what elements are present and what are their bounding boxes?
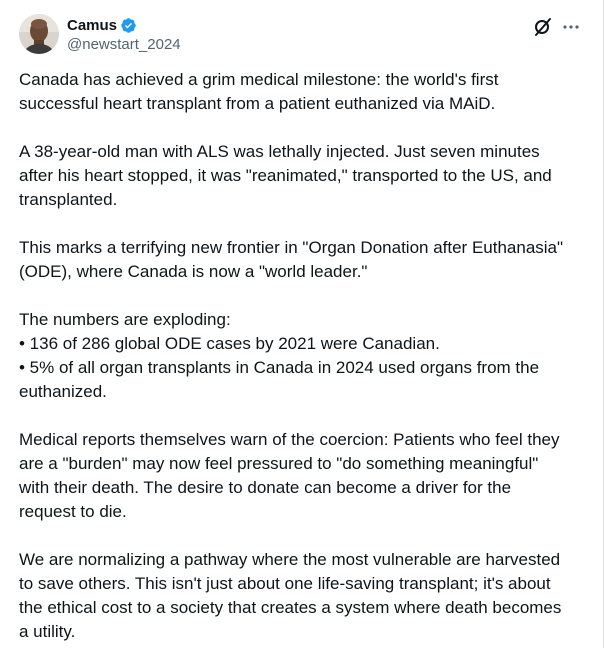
verified-badge-icon <box>120 17 137 34</box>
grok-icon[interactable] <box>533 17 553 37</box>
display-name-row <box>67 15 181 35</box>
text-line: Medical reports themselves warn of the coercion: Patients who feel they <box>19 430 560 449</box>
display-name[interactable]: Camus <box>67 16 118 34</box>
paragraph-5 <box>19 428 589 524</box>
text-line: transplanted. <box>19 190 118 209</box>
paragraph-1 <box>19 68 589 116</box>
text-line: after his heart stopped, it was "reanimated," transported to the US, and <box>19 166 552 185</box>
text-line: successful heart transplant from a patient euthanized via MAiD. <box>19 94 496 113</box>
avatar[interactable] <box>19 14 59 54</box>
paragraph-2 <box>19 140 589 212</box>
text-line: We are normalizing a pathway where the most vulnerable are harvested <box>19 550 561 569</box>
text-line: request to die. <box>19 502 127 521</box>
text-line: are a "burden" may now feel pressured to "do something meaningful" <box>19 454 539 473</box>
text-line: with their death. The desire to donate can become a driver for the <box>19 478 512 497</box>
text-line: Canada has achieved a grim medical milestone: the world's first <box>19 70 499 89</box>
author-handle[interactable]: @newstart_2024 <box>67 36 181 53</box>
text-line: • 5% of all organ transplants in Canada in 2024 used organs from the <box>19 358 540 377</box>
text-line: the ethical cost to a society that creates a system where death becomes <box>19 598 562 617</box>
text-line: a utility. <box>19 622 76 641</box>
author-names <box>67 15 181 53</box>
tweet-header <box>19 14 591 56</box>
text-line: The numbers are exploding: <box>19 310 231 329</box>
more-options-icon[interactable] <box>561 17 581 37</box>
paragraph-4 <box>19 308 589 404</box>
header-actions <box>533 17 581 37</box>
text-line: • 136 of 286 global ODE cases by 2021 were Canadian. <box>19 334 440 353</box>
text-line: A 38-year-old man with ALS was lethally injected. Just seven minutes <box>19 142 540 161</box>
paragraph-6 <box>19 548 589 644</box>
text-line: to save others. This isn't just about one life-saving transplant; it's about <box>19 574 551 593</box>
tweet-text <box>19 68 589 668</box>
paragraph-3 <box>19 236 589 284</box>
text-line: euthanized. <box>19 382 107 401</box>
text-line: This marks a terrifying new frontier in "Organ Donation after Euthanasia" <box>19 238 564 257</box>
text-line: (ODE), where Canada is now a "world leader." <box>19 262 368 281</box>
